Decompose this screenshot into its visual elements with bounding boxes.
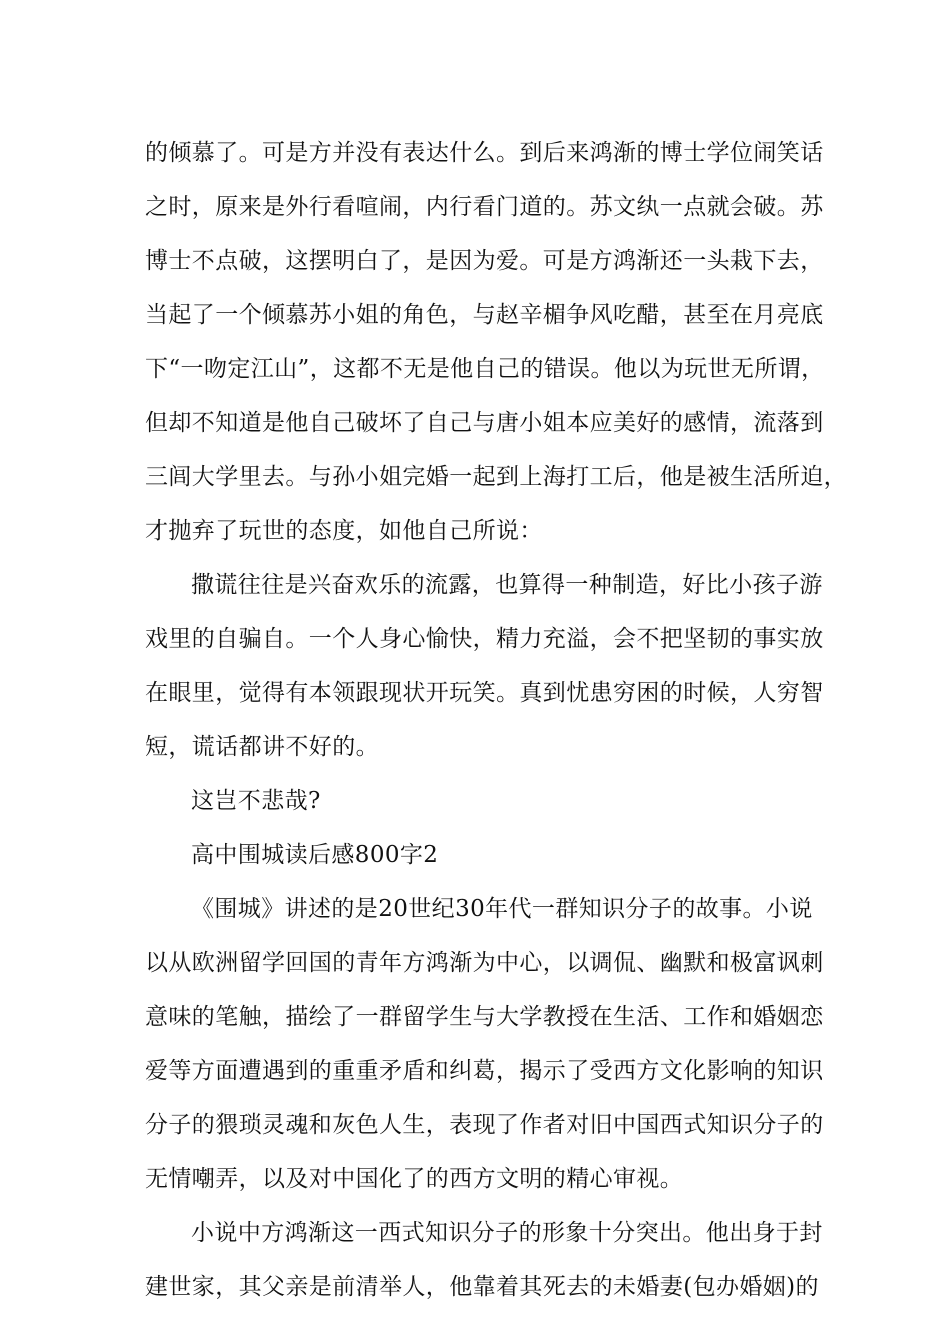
text-line-1: 的倾慕了。可是方并没有表达什么。到后来鸿渐的博士学位闹笑话 (145, 140, 824, 166)
quote-line-4: 短，谎话都讲不好的。 (145, 734, 379, 760)
paragraph-3-line-2: 建世家，其父亲是前清举人，他靠着其死去的未婚妻(包办婚姻)的 (145, 1274, 819, 1300)
quote-line-3: 在眼里，觉得有本领跟现状开玩笑。真到忧患穷困的时候，人穷智 (145, 680, 824, 706)
text-line-4: 当起了一个倾慕苏小姐的角色，与赵辛楣争风吃醋，甚至在月亮底 (145, 302, 824, 328)
text-line-7: 三闾大学里去。与孙小姐完婚一起到上海打工后，他是被生活所迫， (145, 464, 847, 490)
quote-line-1: 撒谎往往是兴奋欢乐的流露，也算得一种制造，好比小孩子游 (191, 572, 823, 598)
paragraph-2-line-5: 分子的猥琐灵魂和灰色人生，表现了作者对旧中国西式知识分子的 (145, 1112, 824, 1138)
quote-line-2: 戏里的自骗自。一个人身心愉快，精力充溢，会不把坚韧的事实放 (145, 626, 824, 652)
text-line-3: 博士不点破，这摆明白了，是因为爱。可是方鸿渐还一头栽下去， (145, 248, 824, 274)
text-line-6: 但却不知道是他自己破坏了自己与唐小姐本应美好的感情，流落到 (145, 410, 824, 436)
paragraph-2-line-3: 意味的笔触，描绘了一群留学生与大学教授在生活、工作和婚姻恋 (145, 1004, 824, 1030)
document-body (145, 126, 847, 1314)
text-line-5: 下“一吻定江山”，这都不无是他自己的错误。他以为玩世无所谓， (145, 356, 825, 382)
exclamation-line: 这岂不悲哉? (191, 788, 321, 814)
paragraph-3-line-1: 小说中方鸿渐这一西式知识分子的形象十分突出。他出身于封 (191, 1220, 823, 1246)
text-line-8: 才抛弃了玩世的态度，如他自己所说： (145, 518, 543, 544)
paragraph-2-line-6: 无情嘲弄，以及对中国化了的西方文明的精心审视。 (145, 1166, 684, 1192)
text-line-2: 之时，原来是外行看喧闹，内行看门道的。苏文纨一点就会破。苏 (145, 194, 824, 220)
paragraph-2-line-1: 《围城》讲述的是20世纪30年代一群知识分子的故事。小说 (191, 896, 813, 922)
paragraph-2-line-4: 爱等方面遭遇到的重重矛盾和纠葛，揭示了受西方文化影响的知识 (145, 1058, 824, 1084)
paragraph-2-line-2: 以从欧洲留学回国的青年方鸿渐为中心，以调侃、幽默和极富讽刺 (145, 950, 824, 976)
section-heading: 高中围城读后感800字2 (191, 842, 439, 868)
